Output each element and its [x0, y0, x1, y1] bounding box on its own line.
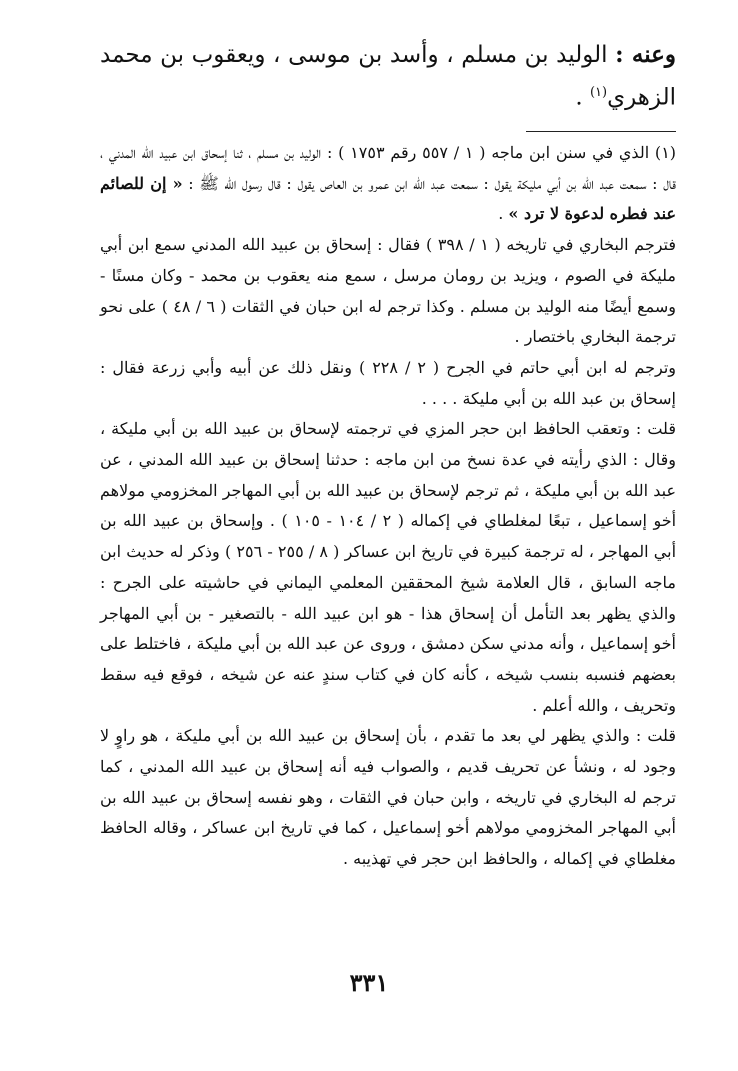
footnote-text: (١) الذي في سنن ابن ماجه ( ١ / ٥٥٧ رقم ١٧٥٣ ) : الوليد بن مسلم ، ثنا إسحاق ابن عبيد الله المدني ، قال : سمعت عبد الله بن أبي مليكة يقول : سمعت عبد الله ابن عمرو بن العاص يقول : قال رسول الله ﷺ : [100, 143, 677, 193]
main-end: . [575, 84, 583, 111]
footnote-text: فترجم البخاري في تاريخه ( ١ / ٣٩٨ ) فقال : إسحاق بن عبيد الله المدني سمع ابن أبي مليكة في الصوم ، ويزيد بن رومان مرسل ، سمع منه يعقوب بن محمد - وكان مسنًا - وسمع أيضًا منه الوليد بن مسلم . وكذا ترجم له ابن حبان في الثقات ( ٦ / ٤٨ ) على نحو ترجمة البخاري باختصار . [100, 235, 677, 347]
footnote-text-end: . [498, 204, 504, 224]
footnote-paragraph [100, 138, 676, 230]
main-lead: وعنه : [615, 41, 676, 68]
footnote-paragraph [100, 353, 676, 414]
footnote-paragraph [100, 721, 676, 875]
footnote-divider [526, 131, 676, 132]
main-body: الوليد بن مسلم ، وأسد بن موسى ، ويعقوب بن محمد الزهري [100, 42, 676, 111]
main-text [100, 36, 676, 117]
footnote-ref[interactable]: (١) [589, 85, 608, 100]
footnote-text: قلت : والذي يظهر لي بعد ما تقدم ، بأن إسحاق بن عبيد الله بن أبي مليكة ، هو راوٍ لا وجود له ، ونشأ عن تحريف قديم ، والصواب فيه أنه إسحاق بن عبيد الله المدني ، كما ترجم له البخاري في تاريخه ، وابن حبان في الثقات ، وهو نفسه إسحاق بن عبيد الله بن أبي المهاجر المخزومي مولاهم أخو إسماعيل ، كما في تاريخ ابن عساكر ، وقاله الحافظ مغلطاي في إكماله ، والحافظ ابن حجر في تهذيبه . [100, 726, 677, 869]
footnote-text: قلت : وتعقب الحافظ ابن حجر المزي في ترجمته لإسحاق بن عبيد الله بن أبي مليكة ، وقال : الذي رأيته في عدة نسخ من ابن ماجه : حدثنا إسحاق بن عبيد الله المدني ، عن عبد الله بن أبي مليكة ، ثم ترجم لإسحاق بن عبيد الله بن أبي المهاجر المخزومي مولاهم أخو إسماعيل ، تبعًا لمغلطاي في إكماله ( ٢ / ١٠٤ - ١٠٥ ) . وإسحاق بن عبيد الله بن أبي المهاجر ، له ترجمة كبيرة في تاريخ ابن عساكر ( ٨ / ٢٥٥ - ٢٥٦ ) وذكر له حديث ابن ماجه السابق ، قال العلامة شيخ المحققين المعلمي اليماني في حاشيته على الجرح : والذي يظهر بعد التأمل أن إسحاق هذا - هو ابن عبيد الله - بالتصغير - بن أبي المهاجر أخو إسماعيل ، وأنه مدني سكن دمشق ، وروى عن عبد الله بن أبي مليكة ، فاختلط على بعضهم فنسبه بنسب شيخه ، كأنه كان في كتاب سندٍ عنه عن شيخه ، فوقع فيه سقط وتحريف ، والله أعلم . [100, 419, 677, 715]
page-number: ٣٣١ [349, 968, 389, 997]
footnote-text: وترجم له ابن أبي حاتم في الجرح ( ٢ / ٢٢٨ ) ونقل ذلك عن أبيه وأبي زرعة فقال : إسحاق بن عبد الله بن أبي مليكة . . . . [100, 357, 677, 408]
hadith-quote: « إن للصائم عند فطره لدعوة لا ترد » [100, 173, 676, 224]
footnotes [100, 138, 676, 875]
footnote-paragraph [100, 414, 676, 721]
footnote-paragraph [100, 230, 676, 353]
